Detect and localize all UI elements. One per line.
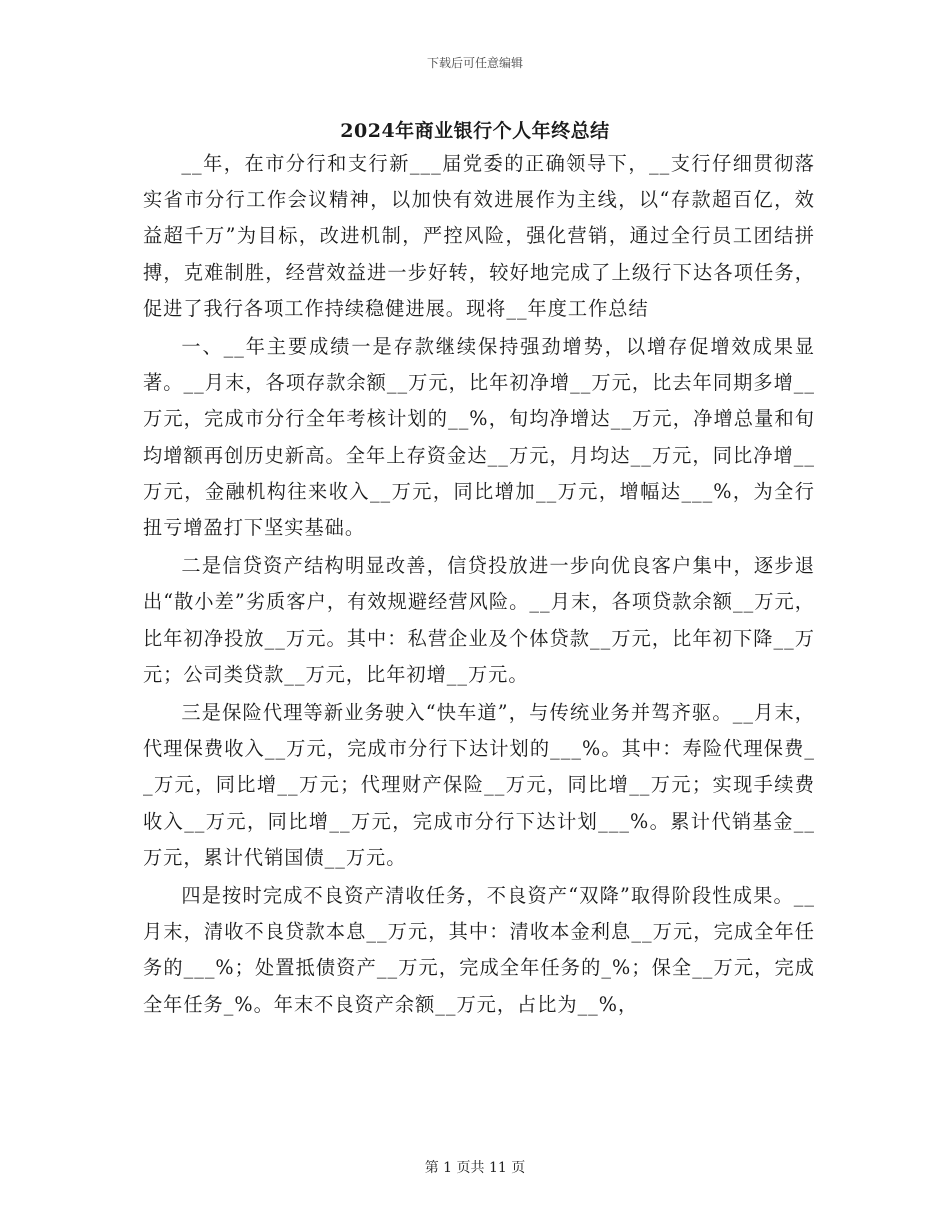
- document-title: 2024年商业银行个人年终总结: [340, 120, 610, 142]
- paragraph-bad-assets: 四是按时完成不良资产清收任务，不良资产“双降”取得阶段性成果。__月末，清收不良贷款本息__万元，其中：清收本金利息__万元，完成全年任务的___%；处置抵债资产__万元，完成全年任务的_%；保全__万元，完成全年任务_%。年末不良资产余额__万元，占比为__%，: [143, 884, 815, 1016]
- paragraph-insurance: 三是保险代理等新业务驶入“快车道”，与传统业务并驾齐驱。__月末，代理保费收入__万元，完成市分行下达计划的___%。其中：寿险代理保费__万元，同比增__万元；代理财产保险__万元，同比增__万元；实现手续费收入__万元，同比增__万元，完成市分行下达计划___%。累计代销基金__万元，累计代销国债__万元。: [143, 701, 815, 869]
- paragraph-credit: 二是信贷资产结构明显改善，信贷投放进一步向优良客户集中，逐步退出“散小差”劣质客户，有效规避经营风险。__月末，各项贷款余额__万元，比年初净投放__万元。其中：私营企业及个体贷款__万元，比年初下降__万元；公司类贷款__万元，比年初增__万元。: [143, 554, 815, 686]
- paragraph-intro: __年，在市分行和支行新___届党委的正确领导下，__支行仔细贯彻落实省市分行工作会议精神，以加快有效进展作为主线，以“存款超百亿，效益超千万”为目标，改进机制，严控风险，强化营销，通过全行员工团结拼搏，克难制胜，经营效益进一步好转，较好地完成了上级行下达各项任务，促进了我行各项工作持续稳健进展。现将__年度工作总结: [143, 152, 815, 320]
- document-body: [143, 146, 815, 1023]
- paragraph-deposits: 一、__年主要成绩一是存款继续保持强劲增势，以增存促增效成果显著。__月末，各项存款余额__万元，比年初净增__万元，比去年同期多增__万元，完成市分行全年考核计划的__%，旬均净增达__万元，净增总量和旬均增额再创历史新高。全年上存资金达__万元，月均达__万元，同比净增__万元，金融机构往来收入__万元，同比增加__万元，增幅达___%，为全行扭亏增盈打下坚实基础。: [143, 335, 815, 540]
- page-number: 第 1 页共 11 页: [424, 1160, 526, 1176]
- header-note: 下载后可任意编辑: [426, 56, 523, 70]
